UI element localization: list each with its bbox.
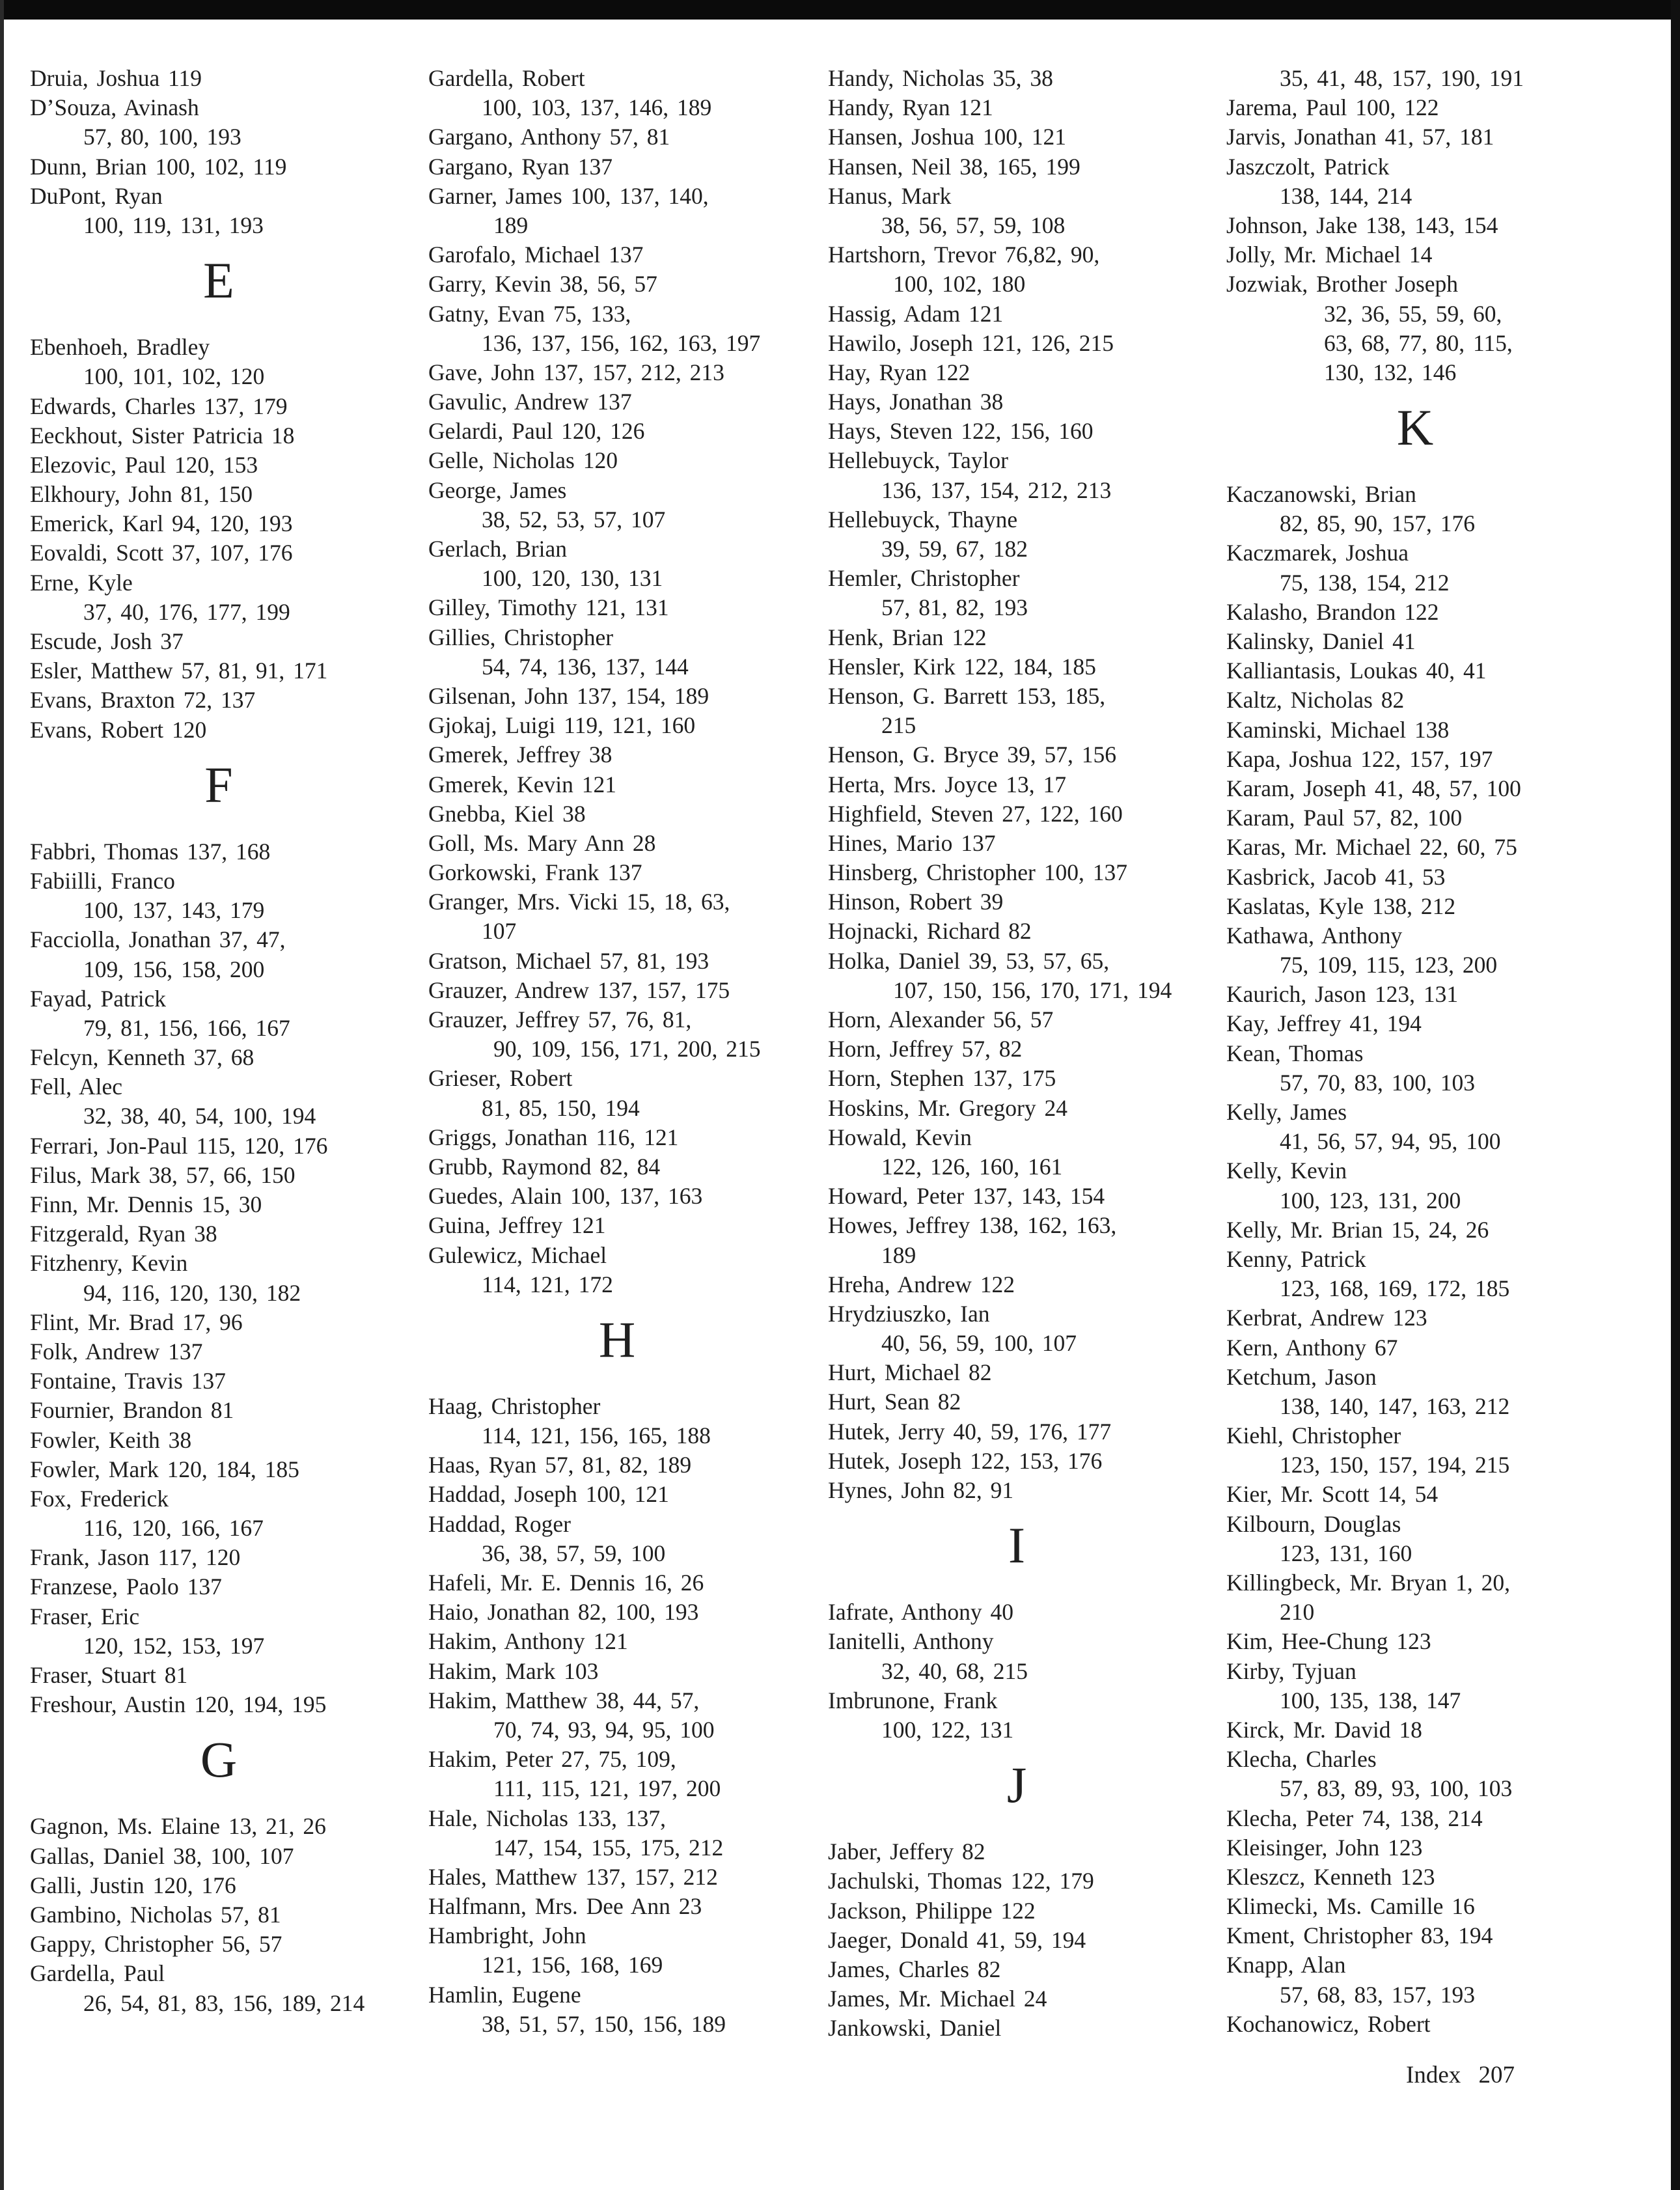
index-entry-pages: 40, 56, 59, 100, 107 [881, 1330, 1077, 1357]
index-entry: Hemler, Christopher [828, 565, 1020, 592]
index-entry: Felcyn, Kenneth 37, 68 [30, 1044, 255, 1071]
index-entry: Escude, Josh 37 [30, 628, 184, 654]
index-entry: Hrydziuszko, Ian [828, 1300, 990, 1327]
index-entry: Hansen, Neil 38, 165, 199 [828, 153, 1081, 180]
index-entry: Gavulic, Andrew 137 [428, 389, 632, 415]
index-entry: Hutek, Jerry 40, 59, 176, 177 [828, 1418, 1112, 1445]
index-entry: Kaczmarek, Joshua [1226, 540, 1409, 566]
index-entry-pages: 100, 135, 138, 147 [1280, 1687, 1461, 1713]
index-entry: Hay, Ryan 122 [828, 359, 971, 385]
index-entry: Howes, Jeffrey 138, 162, 163, [828, 1212, 1117, 1239]
index-entry-pages: 123, 150, 157, 194, 215 [1280, 1452, 1510, 1478]
index-entry: Knapp, Alan [1226, 1952, 1346, 1978]
index-entry: DuPont, Ryan [30, 182, 163, 209]
index-entry: Kment, Christopher 83, 194 [1226, 1922, 1493, 1949]
index-entry-pages: 37, 40, 176, 177, 199 [83, 598, 290, 625]
index-entry: Guedes, Alain 100, 137, 163 [428, 1183, 703, 1210]
index-entry-pages: 41, 56, 57, 94, 95, 100 [1280, 1128, 1501, 1155]
index-entry: Hale, Nicholas 133, 137, [428, 1805, 666, 1831]
index-entry: Halfmann, Mrs. Dee Ann 23 [428, 1893, 702, 1920]
index-entry: Hartshorn, Trevor 76,82, 90, [828, 242, 1100, 268]
index-entry: Frank, Jason 117, 120 [30, 1544, 241, 1571]
index-entry: Henson, G. Bryce 39, 57, 156 [828, 742, 1116, 768]
index-entry-pages: 138, 144, 214 [1280, 182, 1412, 209]
index-entry: Hensler, Kirk 122, 184, 185 [828, 653, 1096, 680]
index-column-1 [30, 64, 407, 2018]
index-entry-pages: 130, 132, 146 [1324, 359, 1457, 385]
index-entry: Gulewicz, Michael [428, 1241, 607, 1268]
index-entry: Fraser, Eric [30, 1603, 140, 1629]
index-entry: Iafrate, Anthony 40 [828, 1599, 1014, 1626]
index-entry: Jachulski, Thomas 122, 179 [828, 1868, 1094, 1894]
index-entry: Filus, Mark 38, 57, 66, 150 [30, 1161, 296, 1188]
index-entry: Fournier, Brandon 81 [30, 1397, 234, 1424]
index-entry: Hynes, John 82, 91 [828, 1477, 1014, 1503]
index-entry: Hellebuyck, Thayne [828, 506, 1018, 533]
index-entry-pages: 100, 137, 143, 179 [83, 897, 265, 924]
index-entry: Fraser, Stuart 81 [30, 1662, 188, 1688]
index-entry: Kern, Anthony 67 [1226, 1334, 1398, 1361]
index-entry: Hawilo, Joseph 121, 126, 215 [828, 329, 1114, 356]
index-entry: Kean, Thomas [1226, 1040, 1364, 1066]
index-entry-pages: 215 [881, 712, 916, 739]
footer-label: Index [1406, 2062, 1461, 2088]
index-entry: Kier, Mr. Scott 14, 54 [1226, 1481, 1439, 1508]
index-entry: Hinson, Robert 39 [828, 889, 1004, 915]
index-entry: Hansen, Joshua 100, 121 [828, 124, 1066, 150]
index-entry: Henson, G. Barrett 153, 185, [828, 682, 1106, 709]
index-entry-pages: 100, 122, 131 [881, 1716, 1014, 1743]
index-entry-pages: 70, 74, 93, 94, 95, 100 [493, 1716, 715, 1743]
index-entry-pages: 100, 123, 131, 200 [1280, 1187, 1461, 1213]
index-entry: D’Souza, Avinash [30, 94, 199, 121]
index-entry: Karam, Joseph 41, 48, 57, 100 [1226, 775, 1521, 801]
index-entry: Fabiilli, Franco [30, 867, 175, 894]
index-entry-pages: 75, 138, 154, 212 [1280, 569, 1450, 596]
index-entry: Gallas, Daniel 38, 100, 107 [30, 1842, 294, 1869]
index-entry-pages: 82, 85, 90, 157, 176 [1280, 510, 1475, 537]
index-entry: Gnebba, Kiel 38 [428, 800, 586, 827]
index-entry-pages: 39, 59, 67, 182 [881, 536, 1028, 562]
index-entry: Gorkowski, Frank 137 [428, 859, 642, 886]
index-entry: Gillies, Christopher [428, 624, 614, 650]
index-entry: Garner, James 100, 137, 140, [428, 182, 709, 209]
index-entry-pages: 36, 38, 57, 59, 100 [482, 1540, 666, 1566]
index-entry: Jackson, Philippe 122 [828, 1897, 1036, 1924]
index-entry: Kleszcz, Kenneth 123 [1226, 1863, 1435, 1890]
index-entry: Jozwiak, Brother Joseph [1226, 271, 1459, 298]
index-entry: Fowler, Mark 120, 184, 185 [30, 1456, 299, 1482]
index-entry: James, Mr. Michael 24 [828, 1986, 1047, 2012]
index-entry: Haio, Jonathan 82, 100, 193 [428, 1599, 699, 1626]
index-entry: Evans, Braxton 72, 137 [30, 687, 256, 714]
index-entry: Gelle, Nicholas 120 [428, 447, 618, 474]
index-entry: Jaszczolt, Patrick [1226, 153, 1390, 180]
index-entry: Gratson, Michael 57, 81, 193 [428, 947, 709, 974]
index-entry: Fitzhenry, Kevin [30, 1250, 188, 1277]
index-entry: Jaber, Jeffery 82 [828, 1838, 985, 1865]
index-column-4 [1226, 64, 1604, 2039]
index-entry: Ebenhoeh, Bradley [30, 334, 210, 361]
index-column-3 [828, 64, 1205, 2043]
section-letter-heading: J [1006, 1756, 1027, 1814]
index-entry: Kirby, Tyjuan [1226, 1657, 1356, 1684]
index-entry: Kaminski, Michael 138 [1226, 716, 1450, 743]
index-entry: Fitzgerald, Ryan 38 [30, 1221, 217, 1247]
index-entry: Horn, Stephen 137, 175 [828, 1065, 1056, 1092]
section-letter-heading: E [203, 252, 234, 309]
index-entry: Handy, Ryan 121 [828, 94, 993, 121]
index-entry: Kochanowicz, Robert [1226, 2010, 1431, 2037]
index-entry: Howald, Kevin [828, 1124, 972, 1150]
index-entry: Imbrunone, Frank [828, 1687, 998, 1713]
index-entry: Gappy, Christopher 56, 57 [30, 1931, 282, 1958]
index-entry-pages: 54, 74, 136, 137, 144 [482, 653, 689, 680]
index-entry: Garry, Kevin 38, 56, 57 [428, 271, 657, 298]
index-entry: Kleisinger, John 123 [1226, 1834, 1423, 1861]
index-entry: Hreha, Andrew 122 [828, 1271, 1015, 1297]
section-letter-heading: K [1396, 399, 1434, 456]
index-entry: Kirck, Mr. David 18 [1226, 1716, 1422, 1743]
index-entry: Hojnacki, Richard 82 [828, 918, 1032, 945]
index-entry: Haag, Christopher [428, 1393, 601, 1419]
index-entry: Horn, Alexander 56, 57 [828, 1006, 1054, 1033]
index-entry: Kay, Jeffrey 41, 194 [1226, 1010, 1422, 1037]
index-entry: Gjokaj, Luigi 119, 121, 160 [428, 712, 696, 739]
index-entry: Hakim, Matthew 38, 44, 57, [428, 1687, 700, 1713]
index-entry-pages: 189 [881, 1241, 916, 1268]
index-entry-pages: 100, 102, 180 [893, 271, 1026, 298]
index-entry: Edwards, Charles 137, 179 [30, 393, 288, 419]
index-entry: Gilley, Timothy 121, 131 [428, 594, 669, 621]
index-entry: Klecha, Charles [1226, 1746, 1377, 1773]
index-column-2 [428, 64, 806, 2039]
index-entry: Jankowski, Daniel [828, 2015, 1002, 2042]
index-entry: Druia, Joshua 119 [30, 65, 202, 91]
index-entry: Eovaldi, Scott 37, 107, 176 [30, 540, 293, 566]
index-entry: Hurt, Sean 82 [828, 1389, 961, 1415]
index-entry: Galli, Justin 120, 176 [30, 1872, 236, 1898]
index-entry-pages: 138, 140, 147, 163, 212 [1280, 1393, 1510, 1419]
index-entry-pages: 57, 68, 83, 157, 193 [1280, 1981, 1475, 2008]
index-entry: Kaltz, Nicholas 82 [1226, 687, 1405, 714]
index-entry: Granger, Mrs. Vicki 15, 18, 63, [428, 889, 730, 915]
index-entry-pages: 63, 68, 77, 80, 115, [1324, 329, 1513, 356]
index-entry-pages: 57, 83, 89, 93, 100, 103 [1280, 1775, 1513, 1802]
index-entry: Flint, Mr. Brad 17, 96 [30, 1309, 243, 1335]
index-entry: Johnson, Jake 138, 143, 154 [1226, 212, 1498, 238]
index-entry-pages: 147, 154, 155, 175, 212 [493, 1834, 724, 1861]
index-entry: Kalinsky, Daniel 41 [1226, 628, 1416, 654]
index-entry-pages: 57, 81, 82, 193 [881, 594, 1028, 621]
index-entry: Hinsberg, Christopher 100, 137 [828, 859, 1127, 886]
index-entry: Hakim, Anthony 121 [428, 1628, 628, 1655]
index-entry: Kerbrat, Andrew 123 [1226, 1305, 1427, 1331]
index-entry: Finn, Mr. Dennis 15, 30 [30, 1191, 262, 1217]
index-entry: Elkhoury, John 81, 150 [30, 481, 253, 508]
index-entry: Emerick, Karl 94, 120, 193 [30, 510, 293, 537]
index-entry: Hines, Mario 137 [828, 829, 996, 856]
index-entry: Gilsenan, John 137, 154, 189 [428, 682, 709, 709]
index-entry: Kelly, James [1226, 1099, 1347, 1125]
index-entry-pages: 116, 120, 166, 167 [83, 1515, 264, 1542]
index-entry: Hoskins, Mr. Gregory 24 [828, 1094, 1067, 1121]
index-entry: Fell, Alec [30, 1074, 123, 1100]
index-entry: Gargano, Ryan 137 [428, 153, 613, 180]
index-entry-pages: 120, 152, 153, 197 [83, 1632, 265, 1659]
index-entry-pages: 136, 137, 156, 162, 163, 197 [482, 329, 761, 356]
index-entry: Gagnon, Ms. Elaine 13, 21, 26 [30, 1813, 326, 1840]
index-entry: Franzese, Paolo 137 [30, 1573, 222, 1600]
index-entry: Hales, Matthew 137, 157, 212 [428, 1863, 718, 1890]
index-entry-pages: 107 [482, 918, 517, 945]
index-entry: Jaeger, Donald 41, 59, 194 [828, 1926, 1086, 1953]
index-entry-pages: 123, 131, 160 [1280, 1540, 1412, 1566]
index-entry: Hamlin, Eugene [428, 1981, 581, 2008]
index-entry: Ferrari, Jon-Paul 115, 120, 176 [30, 1132, 328, 1159]
index-entry: Hakim, Peter 27, 75, 109, [428, 1746, 676, 1773]
index-entry: Haddad, Joseph 100, 121 [428, 1481, 669, 1508]
index-entry: Evans, Robert 120 [30, 716, 207, 743]
index-entry: Grubb, Raymond 82, 84 [428, 1153, 661, 1180]
index-entry-pages: 122, 126, 160, 161 [881, 1153, 1063, 1180]
index-entry: Eeckhout, Sister Patricia 18 [30, 422, 295, 449]
index-entry: George, James [428, 477, 567, 503]
index-entry: Kaslatas, Kyle 138, 212 [1226, 893, 1456, 919]
index-entry: Klecha, Peter 74, 138, 214 [1226, 1805, 1483, 1831]
index-entry: Gave, John 137, 157, 212, 213 [428, 359, 724, 385]
index-entry: Grauzer, Jeffrey 57, 76, 81, [428, 1006, 692, 1033]
index-entry: Gmerek, Kevin 121 [428, 771, 616, 797]
index-entry: Hays, Jonathan 38 [828, 389, 1004, 415]
index-entry: Kiehl, Christopher [1226, 1422, 1401, 1449]
index-entry: Kapa, Joshua 122, 157, 197 [1226, 745, 1493, 772]
index-entry: Fowler, Keith 38 [30, 1426, 192, 1453]
index-entry: Gambino, Nicholas 57, 81 [30, 1901, 281, 1928]
section-letter-heading: G [200, 1731, 238, 1788]
index-entry: Kasbrick, Jacob 41, 53 [1226, 863, 1446, 890]
index-entry-pages: 107, 150, 156, 170, 171, 194 [893, 977, 1172, 1003]
index-entry: Hutek, Joseph 122, 153, 176 [828, 1447, 1103, 1474]
page-number: 207 [1478, 2062, 1515, 2088]
index-entry-pages: 114, 121, 156, 165, 188 [482, 1422, 711, 1449]
index-entry-pages: 189 [493, 212, 529, 238]
index-entry-pages: 81, 85, 150, 194 [482, 1094, 640, 1121]
index-entry-pages: 136, 137, 154, 212, 213 [881, 477, 1112, 503]
index-entry: Highfield, Steven 27, 122, 160 [828, 800, 1123, 827]
index-entry: Killingbeck, Mr. Bryan 1, 20, [1226, 1570, 1511, 1596]
index-entry: Garofalo, Michael 137 [428, 242, 644, 268]
index-entry-pages: 123, 168, 169, 172, 185 [1280, 1275, 1510, 1302]
index-entry: Kalasho, Brandon 122 [1226, 598, 1439, 625]
index-entry: Esler, Matthew 57, 81, 91, 171 [30, 658, 328, 684]
section-letter-heading: I [1008, 1517, 1025, 1574]
index-entry: Hellebuyck, Taylor [828, 447, 1008, 474]
index-entry-pages: 100, 101, 102, 120 [83, 363, 265, 390]
index-entry: Haddad, Roger [428, 1510, 571, 1537]
index-entry-pages: 100, 120, 130, 131 [482, 565, 663, 592]
index-entry-pages: 57, 80, 100, 193 [83, 124, 241, 150]
index-entry: Kelly, Kevin [1226, 1157, 1347, 1184]
index-entry: Gardella, Paul [30, 1960, 165, 1987]
index-entry-pages: 94, 116, 120, 130, 182 [83, 1279, 301, 1306]
index-entry: Gardella, Robert [428, 65, 585, 91]
index-entry: Gatny, Evan 75, 133, [428, 300, 631, 327]
index-entry-pages: 38, 52, 53, 57, 107 [482, 506, 666, 533]
scan-top-border [0, 0, 1680, 20]
index-entry: Facciolla, Jonathan 37, 47, [30, 926, 286, 953]
index-entry: Fabbri, Thomas 137, 168 [30, 838, 271, 865]
index-entry-pages: 111, 115, 121, 197, 200 [493, 1775, 721, 1802]
index-entry: Kaurich, Jason 123, 131 [1226, 981, 1459, 1008]
index-entry-pages: 100, 119, 131, 193 [83, 212, 264, 238]
index-entry: Herta, Mrs. Joyce 13, 17 [828, 771, 1066, 797]
index-entry-pages: 121, 156, 168, 169 [482, 1952, 663, 1978]
index-entry: Ketchum, Jason [1226, 1363, 1377, 1390]
index-entry: Holka, Daniel 39, 53, 57, 65, [828, 947, 1110, 974]
index-entry: Kelly, Mr. Brian 15, 24, 26 [1226, 1216, 1489, 1243]
index-entry: Jarema, Paul 100, 122 [1226, 94, 1439, 121]
index-entry-pages: 109, 156, 158, 200 [83, 956, 265, 982]
index-entry: Handy, Nicholas 35, 38 [828, 65, 1053, 91]
index-entry: Jolly, Mr. Michael 14 [1226, 242, 1433, 268]
index-entry: Hays, Steven 122, 156, 160 [828, 418, 1094, 445]
index-entry: Grauzer, Andrew 137, 157, 175 [428, 977, 730, 1003]
index-entry: Grieser, Robert [428, 1065, 573, 1092]
index-entry: Hafeli, Mr. E. Dennis 16, 26 [428, 1570, 704, 1596]
index-entry: Gmerek, Jeffrey 38 [428, 742, 613, 768]
index-entry: Hambright, John [428, 1922, 586, 1949]
index-entry: Hakim, Mark 103 [428, 1657, 599, 1684]
index-entry: Kalliantasis, Loukas 40, 41 [1226, 658, 1487, 684]
section-letter-heading: F [204, 756, 233, 813]
index-entry-pages: 210 [1280, 1599, 1315, 1626]
index-entry: Kenny, Patrick [1226, 1245, 1366, 1272]
index-entry: Hanus, Mark [828, 182, 952, 209]
index-entry: Guina, Jeffrey 121 [428, 1212, 606, 1239]
index-entry: Gerlach, Brian [428, 536, 567, 562]
index-entry: Folk, Andrew 137 [30, 1338, 203, 1365]
index-entry: James, Charles 82 [828, 1956, 1001, 1982]
index-entry: Henk, Brian 122 [828, 624, 987, 650]
index-entry: Jarvis, Jonathan 41, 57, 181 [1226, 124, 1494, 150]
index-entry-pages: 114, 121, 172 [482, 1271, 613, 1297]
index-entry: Goll, Ms. Mary Ann 28 [428, 829, 656, 856]
index-entry-pages: 38, 51, 57, 150, 156, 189 [482, 2010, 726, 2037]
index-entry-pages: 79, 81, 156, 166, 167 [83, 1014, 290, 1041]
page-footer [1406, 2061, 1515, 2089]
index-entry: Fayad, Patrick [30, 985, 167, 1012]
index-entry: Kim, Hee-Chung 123 [1226, 1628, 1431, 1655]
index-entry-pages: 32, 38, 40, 54, 100, 194 [83, 1103, 316, 1130]
index-entry: Haas, Ryan 57, 81, 82, 189 [428, 1452, 692, 1478]
index-entry: Hurt, Michael 82 [828, 1359, 992, 1386]
index-entry: Gargano, Anthony 57, 81 [428, 124, 670, 150]
index-entry: Gelardi, Paul 120, 126 [428, 418, 645, 445]
scan-right-border [1671, 0, 1680, 2190]
index-entry-pages: 32, 36, 55, 59, 60, [1324, 300, 1502, 327]
index-entry-pages: 100, 103, 137, 146, 189 [482, 94, 712, 121]
index-entry: Griggs, Jonathan 116, 121 [428, 1124, 679, 1150]
index-entry: Elezovic, Paul 120, 153 [30, 451, 258, 478]
index-entry-pages: 32, 40, 68, 215 [881, 1657, 1028, 1684]
index-entry: Karam, Paul 57, 82, 100 [1226, 805, 1463, 831]
index-entry: Fox, Frederick [30, 1485, 169, 1512]
index-entry-pages: 75, 109, 115, 123, 200 [1280, 952, 1498, 978]
index-entry: Howard, Peter 137, 143, 154 [828, 1183, 1105, 1210]
index-entry: Hassig, Adam 121 [828, 300, 1004, 327]
scan-left-edge [0, 0, 4, 2190]
section-letter-heading: H [598, 1310, 636, 1368]
index-entry: Ianitelli, Anthony [828, 1628, 994, 1655]
index-entry-pages: 38, 56, 57, 59, 108 [881, 212, 1066, 238]
index-entry: Freshour, Austin 120, 194, 195 [30, 1691, 327, 1718]
index-entry: Kaczanowski, Brian [1226, 481, 1416, 508]
index-entry: Horn, Jeffrey 57, 82 [828, 1036, 1023, 1062]
index-entry: Klimecki, Ms. Camille 16 [1226, 1893, 1475, 1920]
index-entry: Kathawa, Anthony [1226, 922, 1403, 949]
index-entry-pages: 35, 41, 48, 157, 190, 191 [1280, 65, 1524, 91]
index-entry: Dunn, Brian 100, 102, 119 [30, 153, 287, 180]
index-entry: Erne, Kyle [30, 569, 133, 596]
index-entry: Kilbourn, Douglas [1226, 1510, 1401, 1537]
index-entry-pages: 90, 109, 156, 171, 200, 215 [493, 1036, 761, 1062]
index-entry: Fontaine, Travis 137 [30, 1368, 226, 1394]
index-entry-pages: 57, 70, 83, 100, 103 [1280, 1069, 1475, 1096]
index-entry-pages: 26, 54, 81, 83, 156, 189, 214 [83, 1989, 365, 2016]
index-entry: Karas, Mr. Michael 22, 60, 75 [1226, 834, 1517, 861]
